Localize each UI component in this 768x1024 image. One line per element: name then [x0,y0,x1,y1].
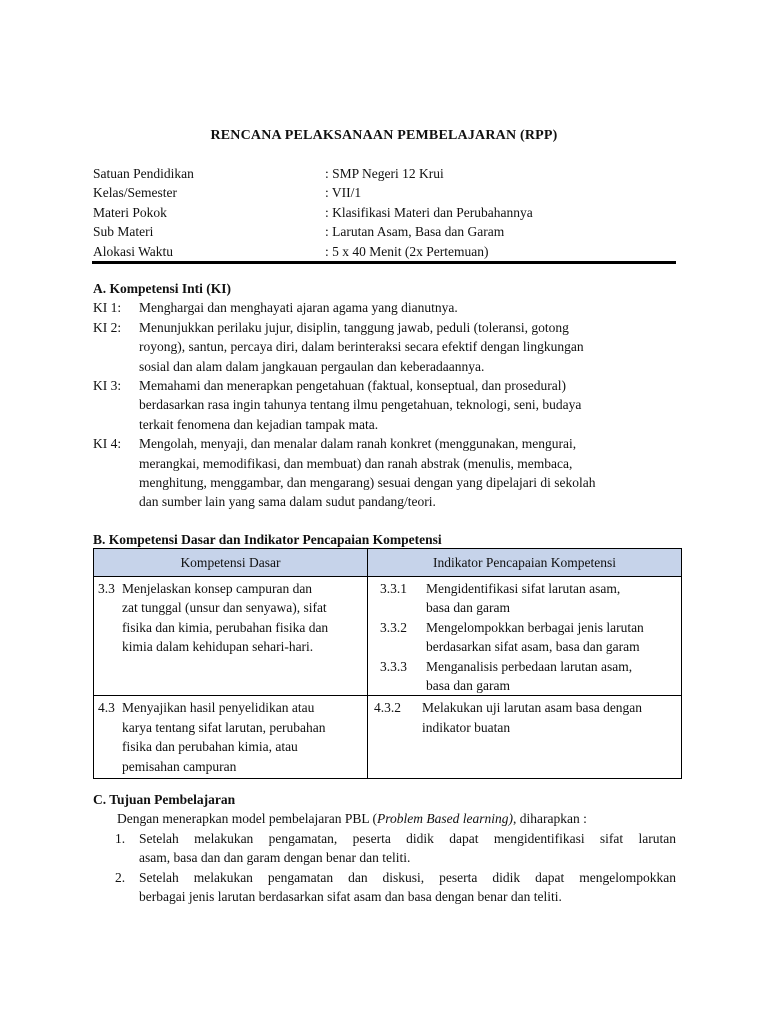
indicator-number: 3.3.2 [380,619,407,635]
table-row [94,577,682,696]
intro-text: , diharapkan : [513,811,587,827]
kd-item [94,696,367,778]
ki-line: Memahami dan menerapkan pengetahuan (faktual, konseptual, dan prosedural) [139,378,566,394]
indicator-text [426,618,675,657]
kd-text [122,698,363,776]
section-intro [93,809,676,828]
kd-line: zat tunggal (unsur dan senyawa), sifat [122,600,327,616]
section-kompetensi-dasar [93,530,676,549]
ki-line: Mengolah, menyaji, dan menalar dalam ranah konkret (menggunakan, mengurai, [139,436,577,452]
column-header-indicator: Indikator Pencapaian Kompetensi [368,549,682,577]
kd-item [94,577,367,659]
section-heading: A. Kompetensi Inti (KI) [93,281,231,296]
intro-text: Dengan menerapkan model pembelajaran PBL ( [117,811,378,827]
list-text [139,868,676,907]
info-label: Kelas/Semester [93,185,177,201]
info-value: : Klasifikasi Materi dan Perubahannya [325,204,533,220]
kd-line: pemisahan campuran [122,758,237,774]
ki-line: menghitung, menggambar, dan mengarang) sesuai dengan yang dipelajari di sekolah [139,475,596,491]
ki-line: sosial dan alam dalam jangkauan pergaulan dan keberadaannya. [139,358,485,374]
ki-item [93,318,676,376]
list-number: 2. [115,869,126,885]
indicator-line: indikator buatan [422,719,511,735]
indicator-list [368,577,681,695]
kd-line: fisika dan kimia, perubahan fisika dan [122,619,329,635]
kd-line: kimia dalam kehidupan sehari-hari. [122,639,314,655]
document-title: RENCANA PELAKSANAAN PEMBELAJARAN (RPP) [210,128,558,143]
ki-line: merangkai, memodifikasi, dan membuat) dan ranah abstrak (menulis, membaca, [139,455,573,471]
ki-line: Menunjukkan perilaku jujur, disiplin, tanggung jawab, peduli (toleransi, gotong [139,319,569,335]
info-label: Materi Pokok [93,204,167,220]
indicator-number: 3.3.3 [380,658,407,674]
list-item [93,829,676,868]
kd-line: Menjelaskan konsep campuran dan [122,581,313,596]
indicator-line: Menganalisis perbedaan larutan asam, [426,658,633,674]
indicator-line: Mengelompokkan berbagai jenis larutan [426,619,644,635]
indicator-cell [368,696,682,779]
ki-item [93,434,676,512]
info-row [93,203,675,222]
ki-text [139,376,676,434]
indicator-line: Mengidentifikasi sifat larutan asam, [426,581,621,596]
indicator-item [368,657,681,696]
kd-cell [94,577,368,696]
ki-line: berdasarkan rasa ingin tahunya tentang ilmu pengetahuan, teknologi, seni, budaya [139,397,582,413]
info-row [93,183,675,202]
info-value: : SMP Negeri 12 Krui [325,166,444,181]
info-row [93,164,675,183]
ki-code: KI 2: [93,319,122,335]
indicator-number: 4.3.2 [374,700,401,716]
info-value: : VII/1 [325,185,362,201]
ki-code: KI 1: [93,300,122,316]
info-row [93,222,675,241]
indicator-text [426,579,675,618]
indicator-text [422,698,675,737]
ki-item [93,376,676,434]
ki-line: terkait fenomena dan kejadian tampak mata. [139,416,379,432]
kd-line: fisika dan perubahan kimia, atau [122,739,298,755]
indicator-item [368,618,681,657]
indicator-line: basa dan garam [426,678,510,694]
info-row [93,242,675,261]
ki-line: Menghargai dan menghayati ajaran agama yang dianutnya. [139,300,458,316]
info-label: Satuan Pendidikan [93,166,194,181]
kd-number: 3.3 [98,581,115,596]
list-text [139,829,676,868]
section-tujuan-pembelajaran [93,790,676,906]
section-heading: B. Kompetensi Dasar dan Indikator Pencapaian Kompetensi [93,532,442,547]
info-label: Sub Materi [93,224,154,240]
section-heading: C. Tujuan Pembelajaran [93,792,236,807]
info-label: Alokasi Waktu [93,243,174,259]
info-value: : 5 x 40 Menit (2x Pertemuan) [325,243,489,259]
list-line: Setelah melakukan pengamatan, peserta didik dapat mengidentifikasi sifat larutan [139,830,676,846]
info-value: : Larutan Asam, Basa dan Garam [325,224,505,240]
indicator-item [368,579,681,618]
list-item [93,868,676,907]
table-row [94,696,682,779]
kd-text [122,579,363,657]
ki-line: dan sumber lain yang sama dalam sudut pandang/teori. [139,494,436,510]
indicator-item [368,698,681,737]
table-header-row [94,549,682,577]
kd-indicator-table [93,548,682,779]
list-line: Setelah melakukan pengamatan dan diskusi, peserta didik dapat mengelompokkan [139,869,676,885]
kd-line: Menyajikan hasil penyelidikan atau [122,700,315,716]
section-kompetensi-inti [93,279,676,512]
kd-number: 4.3 [98,700,115,716]
ki-text [139,434,676,512]
ki-text [139,318,676,376]
list-line: berbagai jenis larutan berdasarkan sifat asam dan basa dengan benar dan teliti. [139,889,562,905]
ki-line: royong), santun, percaya diri, dalam berinteraksi secara efektif dengan lingkungan [139,339,584,355]
indicator-cell [368,577,682,696]
indicator-number: 3.3.1 [380,581,407,596]
column-header-kd: Kompetensi Dasar [94,549,368,577]
indicator-line: Melakukan uji larutan asam basa dengan [422,700,643,716]
list-number: 1. [115,830,126,846]
document-info-block [93,164,675,261]
ki-code: KI 3: [93,378,122,394]
header-divider [92,261,676,264]
kd-cell [94,696,368,779]
intro-italic-text: Problem Based learning) [377,811,514,827]
ki-item [93,298,676,317]
ki-code: KI 4: [93,436,122,452]
indicator-line: basa dan garam [426,600,510,616]
ki-text [139,298,676,317]
kd-line: karya tentang sifat larutan, perubahan [122,719,326,735]
indicator-line: berdasarkan sifat asam, basa dan garam [426,639,640,655]
indicator-list [368,696,681,737]
list-line: asam, basa dan dan garam dengan benar dan teliti. [139,850,411,866]
indicator-text [426,657,675,696]
